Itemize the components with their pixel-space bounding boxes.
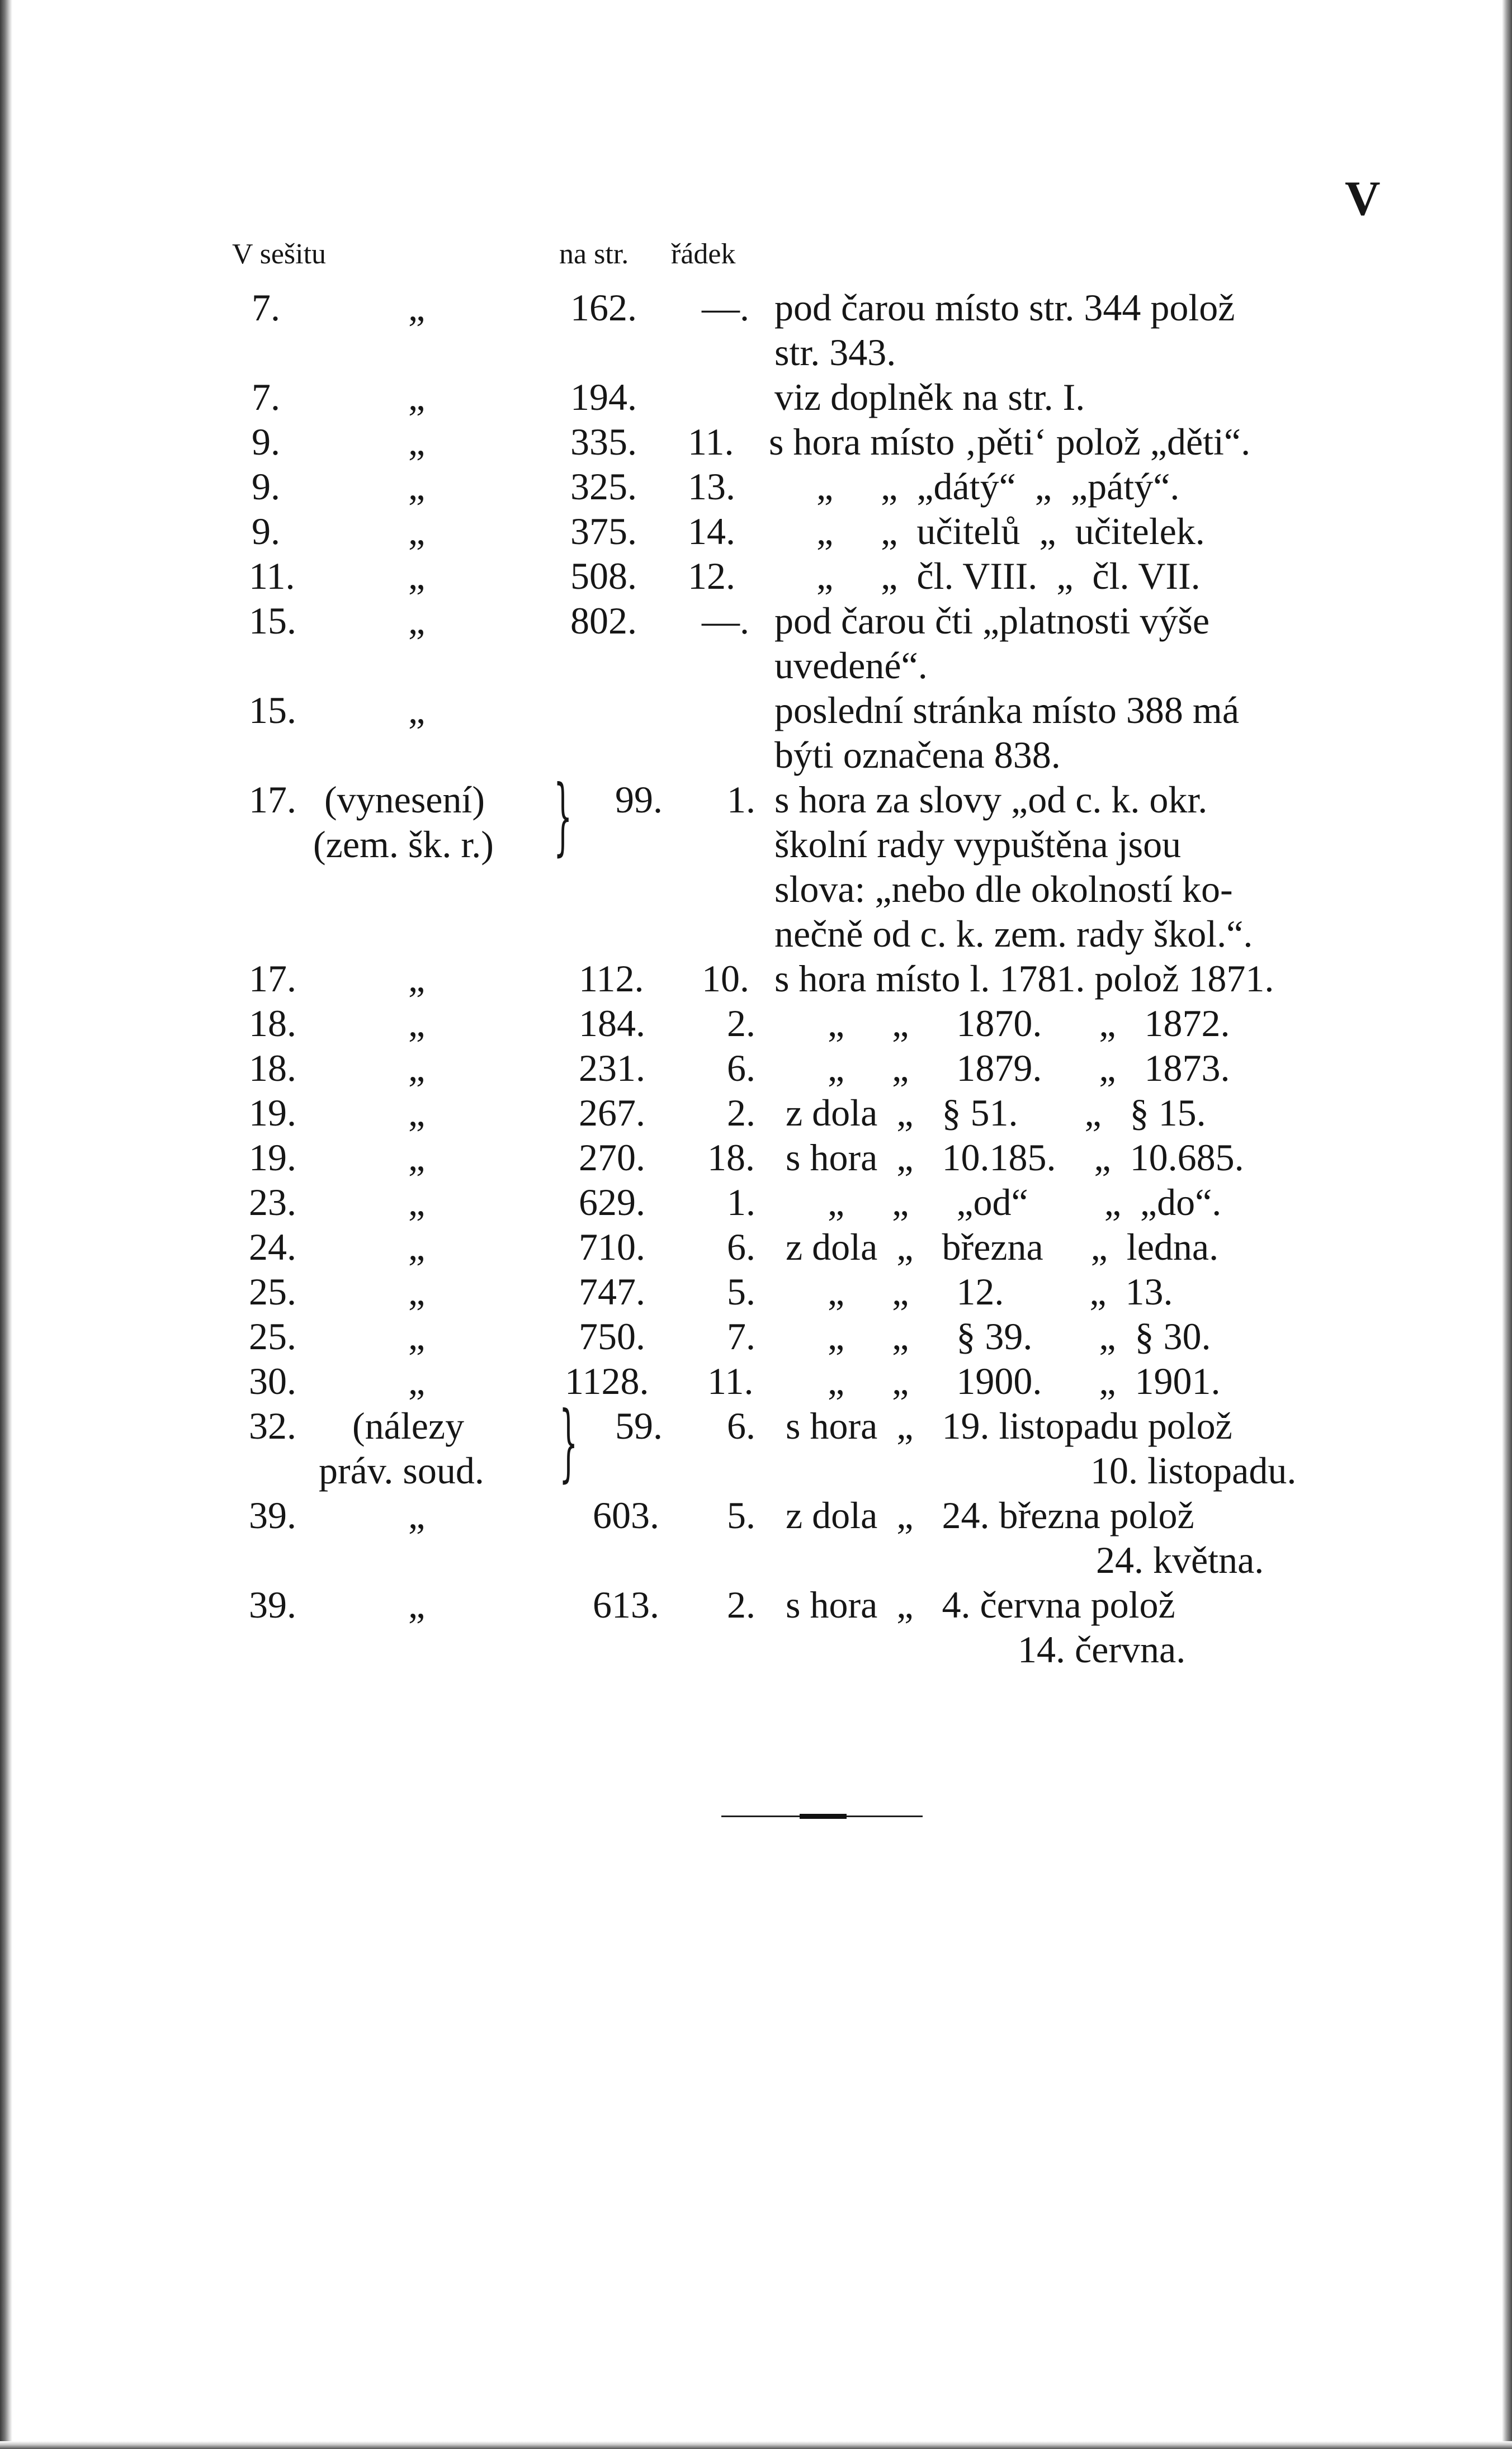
page-cell: 59. (615, 1405, 663, 1447)
correction-text: s hora „ 4. června polož (786, 1583, 1175, 1626)
section-label: (nálezy (352, 1405, 465, 1447)
ditto-mark: „ (408, 286, 426, 329)
issue-cell: 25. (249, 1315, 296, 1358)
correction-text: s hora „ 19. listopadu polož (786, 1405, 1232, 1447)
correction-text: s hora místo l. 1781. polož 1871. (774, 957, 1274, 1000)
header-page: na str. (559, 238, 629, 270)
line-cell: 5. (727, 1494, 755, 1536)
line-cell: 2. (727, 1091, 755, 1134)
line-cell: 6. (727, 1047, 755, 1089)
ditto-mark: „ (408, 510, 426, 552)
line-cell: 7. (727, 1315, 755, 1358)
ditto-mark: „ (408, 1047, 426, 1089)
ditto-mark: „ (408, 1181, 426, 1223)
scan-left-edge (0, 0, 12, 2449)
correction-text: pod čarou místo str. 344 polož (774, 286, 1235, 329)
ditto-mark: „ (408, 957, 426, 1000)
line-cell: 14. (688, 510, 735, 552)
correction-text: „ „ čl. VIII. „ čl. VII. (816, 555, 1201, 597)
page-cell: 99. (615, 778, 663, 821)
correction-text: „ „ 1879. „ 1873. (828, 1047, 1230, 1089)
correction-text: býti označena 838. (774, 734, 1061, 776)
correction-text: s hora „ 10.185. „ 10.685. (786, 1136, 1244, 1179)
correction-text: „ „ 1900. „ 1901. (828, 1360, 1221, 1402)
issue-cell: 9. (252, 465, 280, 508)
page-cell: 750. (579, 1315, 645, 1358)
ditto-mark: „ (408, 376, 426, 418)
header-line: řádek (671, 238, 736, 270)
page-cell: 184. (579, 1002, 645, 1044)
correction-text: viz doplněk na str. I. (774, 376, 1085, 418)
correction-text: nečně od c. k. zem. rady škol.“. (774, 913, 1253, 955)
correction-text: „ „ 1870. „ 1872. (828, 1002, 1230, 1044)
ditto-mark: „ (408, 1270, 426, 1313)
line-cell: 2. (727, 1583, 755, 1626)
issue-cell: 19. (249, 1136, 296, 1179)
line-cell: 6. (727, 1405, 755, 1447)
issue-cell: 24. (249, 1226, 296, 1268)
ditto-mark: „ (408, 689, 426, 731)
issue-cell: 15. (249, 599, 296, 642)
line-cell: 18. (707, 1136, 755, 1179)
ditto-mark: „ (408, 1136, 426, 1179)
line-cell: 11. (688, 420, 734, 463)
ditto-mark: „ (408, 420, 426, 463)
page-cell: 270. (579, 1136, 645, 1179)
page-cell: 267. (579, 1091, 645, 1134)
line-cell: —. (702, 286, 749, 329)
correction-text: uvedené“. (774, 644, 928, 687)
correction-text: poslední stránka místo 388 má (774, 689, 1240, 731)
header-issue: V sešitu (232, 238, 327, 270)
page-cell: 162. (570, 286, 637, 329)
correction-text: školní rady vypuštěna jsou (774, 823, 1182, 866)
issue-cell: 39. (249, 1583, 296, 1626)
page-cell: 1128. (565, 1360, 649, 1402)
brace-glyph: } (554, 768, 573, 865)
issue-cell: 7. (252, 286, 280, 329)
scan-right-edge (1502, 0, 1512, 2449)
ornamental-divider-center (800, 1814, 847, 1819)
correction-text: „ „ § 39. „ § 30. (828, 1315, 1211, 1358)
issue-cell: 23. (249, 1181, 296, 1223)
ditto-mark: „ (408, 1002, 426, 1044)
page-cell: 194. (570, 376, 637, 418)
correction-text: z dola „ března „ ledna. (786, 1226, 1219, 1268)
page-cell: 112. (579, 957, 644, 1000)
page-cell: 747. (579, 1270, 645, 1313)
ditto-mark: „ (408, 465, 426, 508)
issue-cell: 15. (249, 689, 296, 731)
ditto-mark: „ (408, 1583, 426, 1626)
issue-cell: 30. (249, 1360, 296, 1402)
correction-text: „ „ „od“ „ „do“. (828, 1181, 1222, 1223)
issue-cell: 17. (249, 957, 296, 1000)
correction-text: z dola „ § 51. „ § 15. (786, 1091, 1206, 1134)
page-cell: 508. (570, 555, 637, 597)
correction-text: z dola „ 24. března polož (786, 1494, 1194, 1536)
line-cell: 13. (688, 465, 735, 508)
page-cell: 710. (579, 1226, 645, 1268)
issue-cell: 32. (249, 1405, 296, 1447)
page-cell: 603. (593, 1494, 659, 1536)
correction-text: „ „ učitelů „ učitelek. (816, 510, 1205, 552)
ditto-mark: „ (408, 599, 426, 642)
correction-text: str. 343. (774, 331, 896, 374)
ditto-mark: „ (408, 1360, 426, 1402)
page-cell: 375. (570, 510, 637, 552)
issue-cell: 18. (249, 1002, 296, 1044)
page-cell: 802. (570, 599, 637, 642)
scan-bottom-edge (0, 2441, 1512, 2449)
correction-text: slova: „nebo dle okolností ko- (774, 868, 1233, 910)
line-cell: 1. (727, 1181, 755, 1223)
line-cell: 6. (727, 1226, 755, 1268)
section-label: (vynesení) (324, 778, 485, 821)
correction-text: s hora za slovy „od c. k. okr. (774, 778, 1208, 821)
correction-text: 14. června. (1018, 1628, 1186, 1671)
ditto-mark: „ (408, 555, 426, 597)
issue-cell: 25. (249, 1270, 296, 1313)
brace-glyph: } (559, 1394, 578, 1491)
issue-cell: 9. (252, 510, 280, 552)
issue-cell: 39. (249, 1494, 296, 1536)
page-number: V (1345, 172, 1382, 226)
page-cell: 629. (579, 1181, 645, 1223)
line-cell: 12. (688, 555, 735, 597)
line-cell: 1. (727, 778, 755, 821)
issue-cell: 9. (252, 420, 280, 463)
correction-text: pod čarou čti „platnosti výše (774, 599, 1210, 642)
line-cell: 11. (707, 1360, 754, 1402)
line-cell: 2. (727, 1002, 755, 1044)
correction-text: „ „ „dátý“ „ „pátý“. (816, 465, 1180, 508)
correction-text: 10. listopadu. (1090, 1449, 1297, 1492)
ditto-mark: „ (408, 1494, 426, 1536)
page-cell: 325. (570, 465, 637, 508)
issue-cell: 17. (249, 778, 296, 821)
line-cell: 10. (702, 957, 749, 1000)
ditto-mark: „ (408, 1091, 426, 1134)
section-label: práv. soud. (319, 1449, 484, 1492)
ditto-mark: „ (408, 1315, 426, 1358)
page-cell: 231. (579, 1047, 645, 1089)
line-cell: —. (702, 599, 749, 642)
page-cell: 335. (570, 420, 637, 463)
line-cell: 5. (727, 1270, 755, 1313)
issue-cell: 18. (249, 1047, 296, 1089)
issue-cell: 11. (249, 555, 295, 597)
page-cell: 613. (593, 1583, 659, 1626)
correction-text: 24. května. (1096, 1539, 1264, 1581)
section-label: (zem. šk. r.) (313, 823, 494, 866)
correction-text: „ „ 12. „ 13. (828, 1270, 1173, 1313)
ditto-mark: „ (408, 1226, 426, 1268)
correction-text: s hora místo ‚pěti‘ polož „děti“. (769, 420, 1251, 463)
issue-cell: 7. (252, 376, 280, 418)
issue-cell: 19. (249, 1091, 296, 1134)
